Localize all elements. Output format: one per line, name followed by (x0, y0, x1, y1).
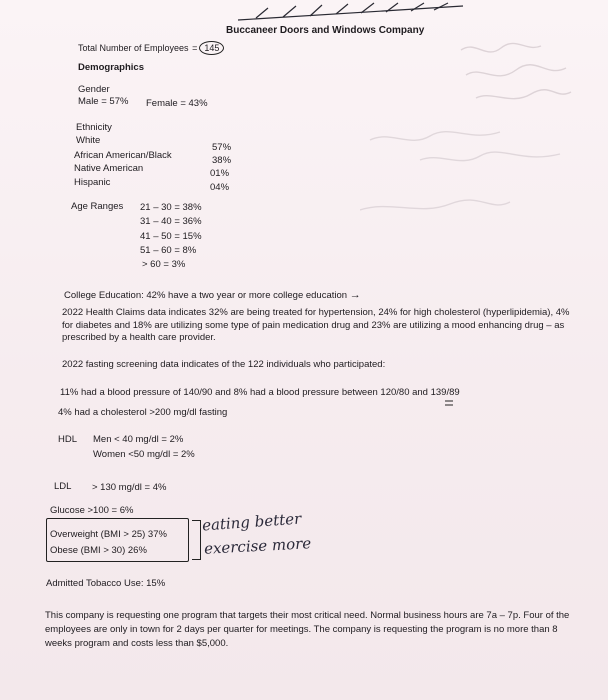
ethnicity-row-value: 38% (212, 155, 232, 166)
handwritten-note-exercise: exercise more (203, 534, 312, 558)
company-name: Buccaneer Doors and Windows Company (226, 25, 425, 36)
health-claims-paragraph: 2022 Health Claims data indicates 32% are being treated for hypertension, 24% for high cholesterol (hyperlipidemia), 4% for diabetes and 18% are utilizing some type of pain medication drug and 23% are utilizing a mood enhancing drug – as prescribed by a health care provider. (62, 307, 570, 343)
glucose-line: Glucose >100 = 6% (50, 505, 134, 516)
age-range-row: 31 – 40 = 36% (140, 216, 202, 227)
pen-hatch-marks (228, 2, 468, 24)
total-employees-label: Total Number of Employees (78, 43, 189, 53)
hdl-men: Men < 40 mg/dl = 2% (93, 434, 184, 445)
age-ranges-label: Age Ranges (71, 201, 124, 212)
gender-label: Gender (78, 84, 110, 95)
demographics-title: Demographics (78, 62, 144, 73)
age-range-row: 21 – 30 = 38% (140, 202, 202, 213)
ldl-value: > 130 mg/dl = 4% (92, 482, 167, 493)
ethnicity-row-value: 01% (210, 168, 230, 179)
gender-male: Male = 57% (78, 96, 129, 107)
college-education-text: College Education: 42% have a two year or more college education (64, 290, 348, 301)
age-range-row: 51 – 60 = 8% (140, 245, 197, 256)
obese-line: Obese (BMI > 30) 26% (50, 545, 147, 556)
double-underline-mark (444, 399, 454, 407)
bleed-through-writing (456, 40, 576, 124)
ethnicity-row-label: Native American (74, 163, 144, 174)
bleed-through-writing-2 (360, 120, 580, 224)
ethnicity-row-label: African American/Black (74, 150, 172, 161)
ldl-label: LDL (54, 481, 72, 492)
blood-pressure-line: 11% had a blood pressure of 140/90 and 8% had a blood pressure between 120/80 and 139/89 (60, 387, 460, 398)
cholesterol-line: 4% had a cholesterol >200 mg/dl fasting (58, 407, 228, 418)
closing-paragraph: This company is requesting one program that targets their most critical need. Normal business hours are 7a – 7p. Four of the employees are only in town for 2 days per quarter for meetings. The company is requesting the program is no more than 8 weeks program and costs less than $5,000. (45, 610, 570, 649)
age-range-row: > 60 = 3% (142, 259, 186, 270)
ethnicity-row-label: Hispanic (74, 177, 111, 188)
gender-female: Female = 43% (146, 98, 208, 109)
ethnicity-title: Ethnicity (76, 122, 112, 133)
handwritten-note-eating: eating better (201, 509, 302, 535)
ethnicity-row-value: 04% (210, 182, 230, 193)
college-education (64, 289, 361, 302)
hdl-label: HDL (58, 434, 78, 445)
ethnicity-row-value: 57% (212, 142, 232, 153)
tobacco-use-line: Admitted Tobacco Use: 15% (46, 578, 166, 589)
total-employees-value: 145 (199, 41, 224, 55)
ethnicity-row-label: White (76, 135, 101, 146)
bmi-bracket (192, 520, 201, 560)
hdl-women: Women <50 mg/dl = 2% (93, 449, 195, 460)
fasting-screening-intro: 2022 fasting screening data indicates of the 122 individuals who participated: (62, 359, 386, 370)
age-range-row: 41 – 50 = 15% (140, 231, 202, 242)
arrow-icon: → (349, 289, 361, 301)
overweight-line: Overweight (BMI > 25) 37% (50, 529, 167, 540)
total-employees-line: Total Number of Employees = 145 (78, 41, 224, 55)
